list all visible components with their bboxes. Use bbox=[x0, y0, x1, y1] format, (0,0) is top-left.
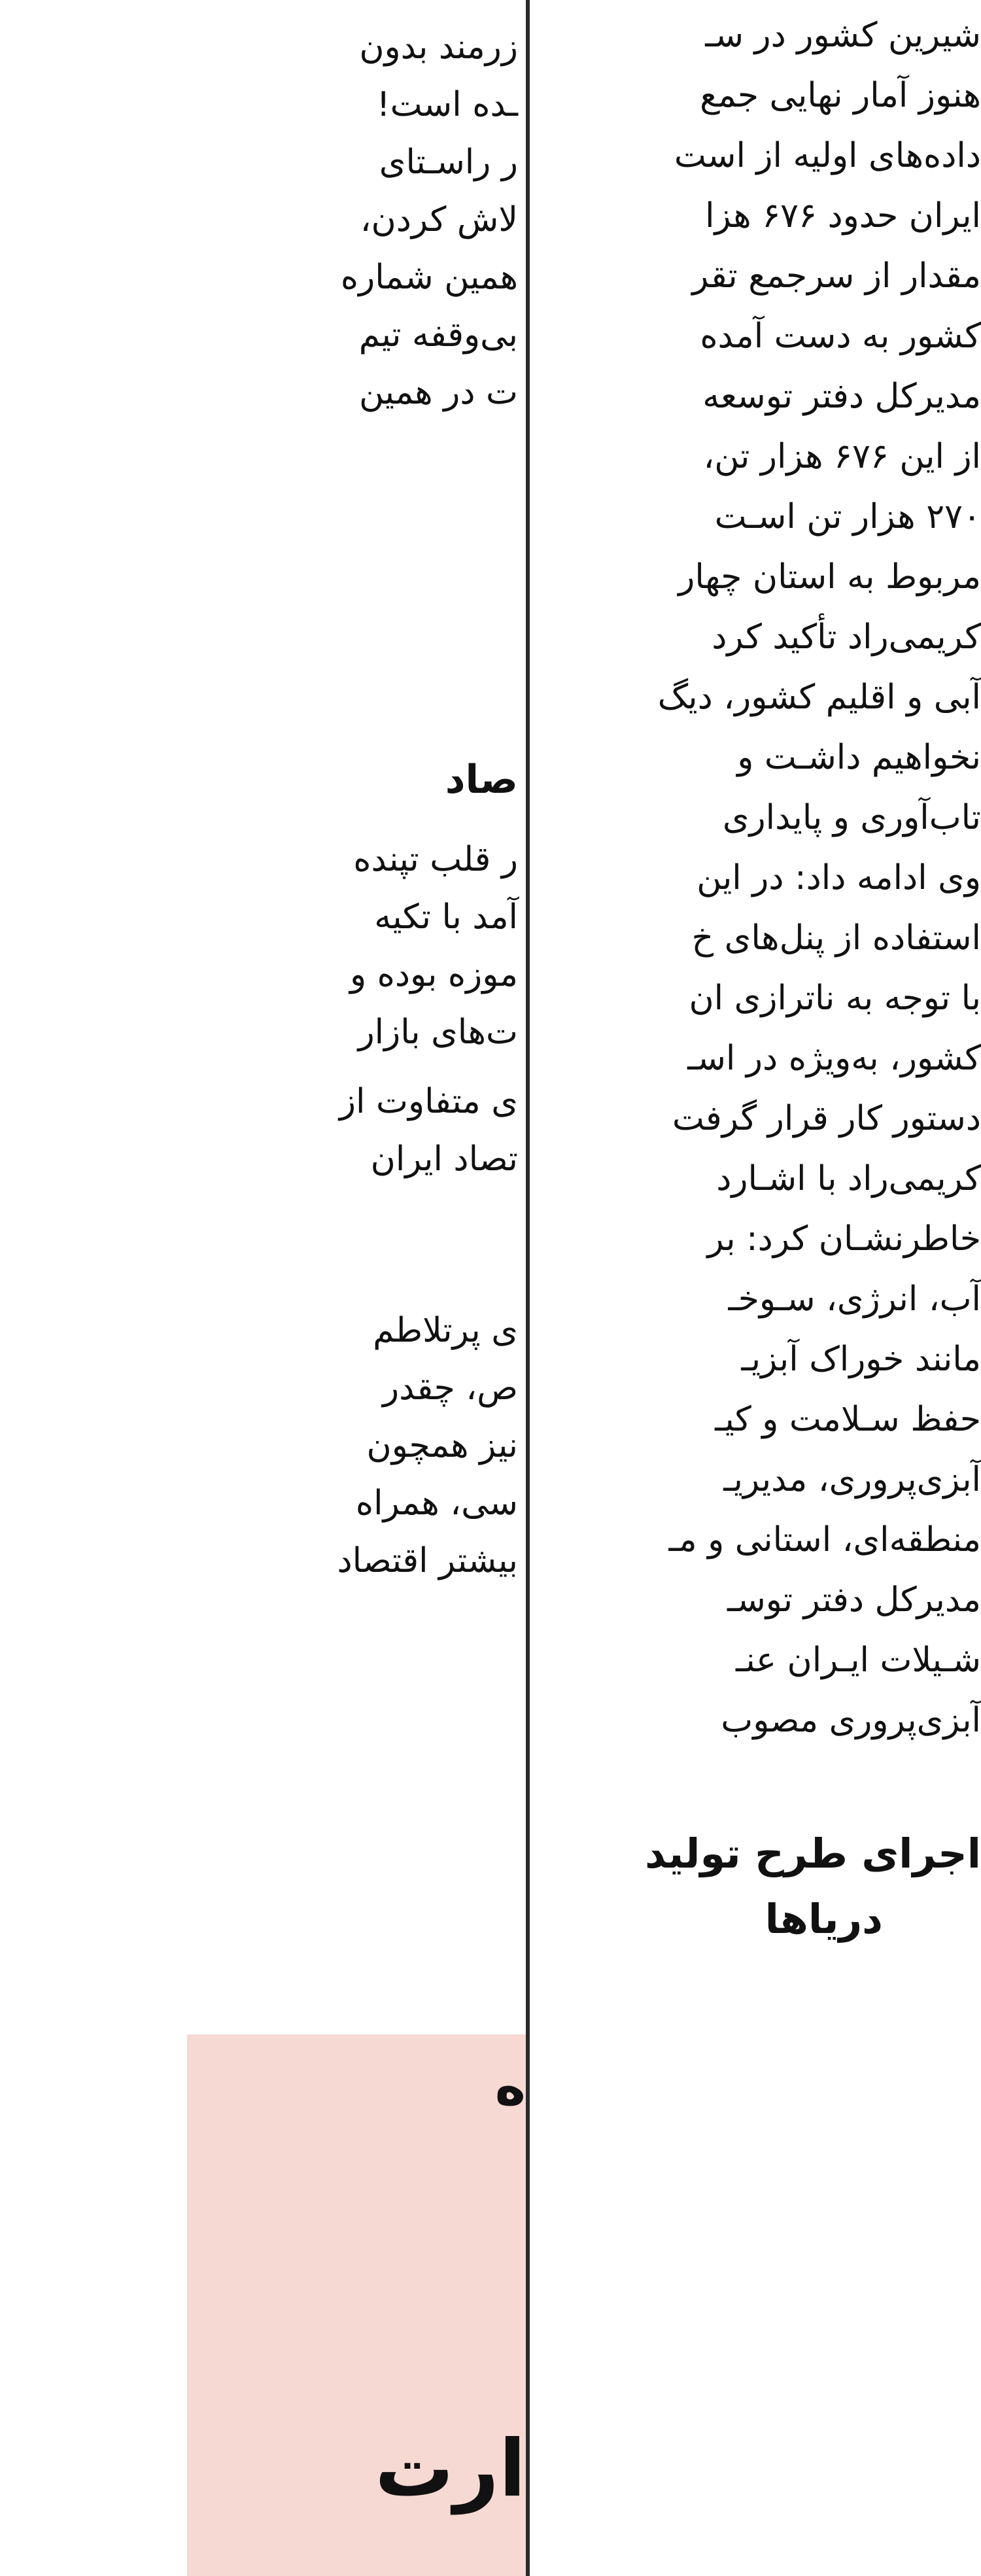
text-line: هنوز آمار نهایی جمع bbox=[700, 76, 981, 115]
text-line: کشور به دست آمده bbox=[700, 317, 981, 356]
text-line: ر قلب تپنده bbox=[353, 840, 518, 879]
text-line: ی متفاوت از bbox=[339, 1082, 518, 1121]
text-line: ۲۷۰ هزار تن اسـت bbox=[714, 497, 981, 536]
text-line: دستور کار قرار گرفت bbox=[672, 1099, 981, 1138]
section-heading: صاد bbox=[445, 757, 518, 803]
text-line: وی ادامه داد: در این bbox=[697, 858, 981, 897]
text-line: شـیلات ایـران عنـ bbox=[736, 1641, 981, 1680]
text-line: آبی و اقلیم کشور، دیگ bbox=[657, 678, 981, 717]
text-line: زرمند بدون bbox=[359, 27, 518, 67]
text-line: ت‌های بازار bbox=[358, 1013, 518, 1052]
text-line: استفاده از پنل‌های خ bbox=[691, 918, 981, 958]
highlight-box bbox=[187, 2034, 526, 2576]
subsection-heading-2: دریاها bbox=[765, 1895, 883, 1943]
text-line: حفظ سـلامت و کیـ bbox=[715, 1400, 981, 1439]
text-line: ر راسـتای bbox=[379, 143, 518, 182]
text-line: با توجه به ناترازی ان bbox=[689, 979, 981, 1018]
text-line: آب، انرژی، سـوخـ bbox=[728, 1279, 981, 1319]
box-heading: ارت bbox=[375, 2424, 526, 2515]
text-line: بیشتر اقتصاد bbox=[337, 1541, 518, 1580]
text-line: مربوط به استان چهار bbox=[678, 557, 981, 597]
text-line: نخواهیم داشـت و bbox=[737, 738, 981, 777]
column-divider bbox=[526, 0, 530, 2576]
text-line: همین شماره bbox=[340, 258, 518, 297]
text-line: کریمی‌راد تأکید کرد bbox=[712, 618, 981, 657]
subsection-heading: اجرای طرح تولید bbox=[645, 1830, 981, 1877]
text-line: تاب‌آوری و پایداری bbox=[722, 798, 981, 837]
text-line: ی پرتلاطم bbox=[373, 1311, 518, 1350]
text-line: ص، چقدر bbox=[382, 1368, 518, 1408]
text-line: سی، همراه bbox=[355, 1484, 518, 1523]
text-line: ت در همین bbox=[358, 373, 518, 412]
text-line: خاطرنشـان کرد: بر bbox=[707, 1219, 981, 1259]
text-line: شیرین کشور در سـ bbox=[705, 16, 981, 55]
text-line: بی‌وقفه تیم bbox=[358, 315, 518, 355]
text-line: آبزی‌پروری مصوب bbox=[721, 1701, 981, 1740]
text-line: از این ۶۷۶ هزار تن، bbox=[703, 437, 981, 476]
text-line: مدیرکل دفتر توسـ bbox=[727, 1580, 981, 1620]
text-line: مدیرکل دفتر توسعه bbox=[702, 377, 981, 416]
text-line: تصاد ایران bbox=[370, 1140, 518, 1179]
text-line: موزه بوده و bbox=[350, 955, 518, 994]
text-line: ایران حدود ۶۷۶ هزا bbox=[705, 196, 981, 235]
text-line: آمد با تکیه bbox=[374, 897, 518, 937]
text-line: کشور، به‌ویژه در اسـ bbox=[687, 1039, 981, 1078]
text-line: آبزی‌پروری، مدیریـ bbox=[723, 1460, 981, 1499]
right-column-region bbox=[530, 0, 981, 2576]
text-line: ـده است! bbox=[376, 85, 518, 124]
text-line: منطقه‌ای، استانی و مـ bbox=[668, 1520, 981, 1559]
text-line: مقدار از سرجمع تقر bbox=[692, 256, 981, 296]
text-line: لاش کردن، bbox=[360, 200, 518, 239]
text-line: کریمی‌راد با اشـارد bbox=[716, 1159, 981, 1198]
text-line: مانند خوراک آبزیـ bbox=[741, 1340, 981, 1379]
text-line: نیز همچون bbox=[366, 1426, 518, 1465]
text-line: داده‌های اولیه از است bbox=[674, 136, 981, 175]
box-letter: ه bbox=[494, 2056, 526, 2117]
